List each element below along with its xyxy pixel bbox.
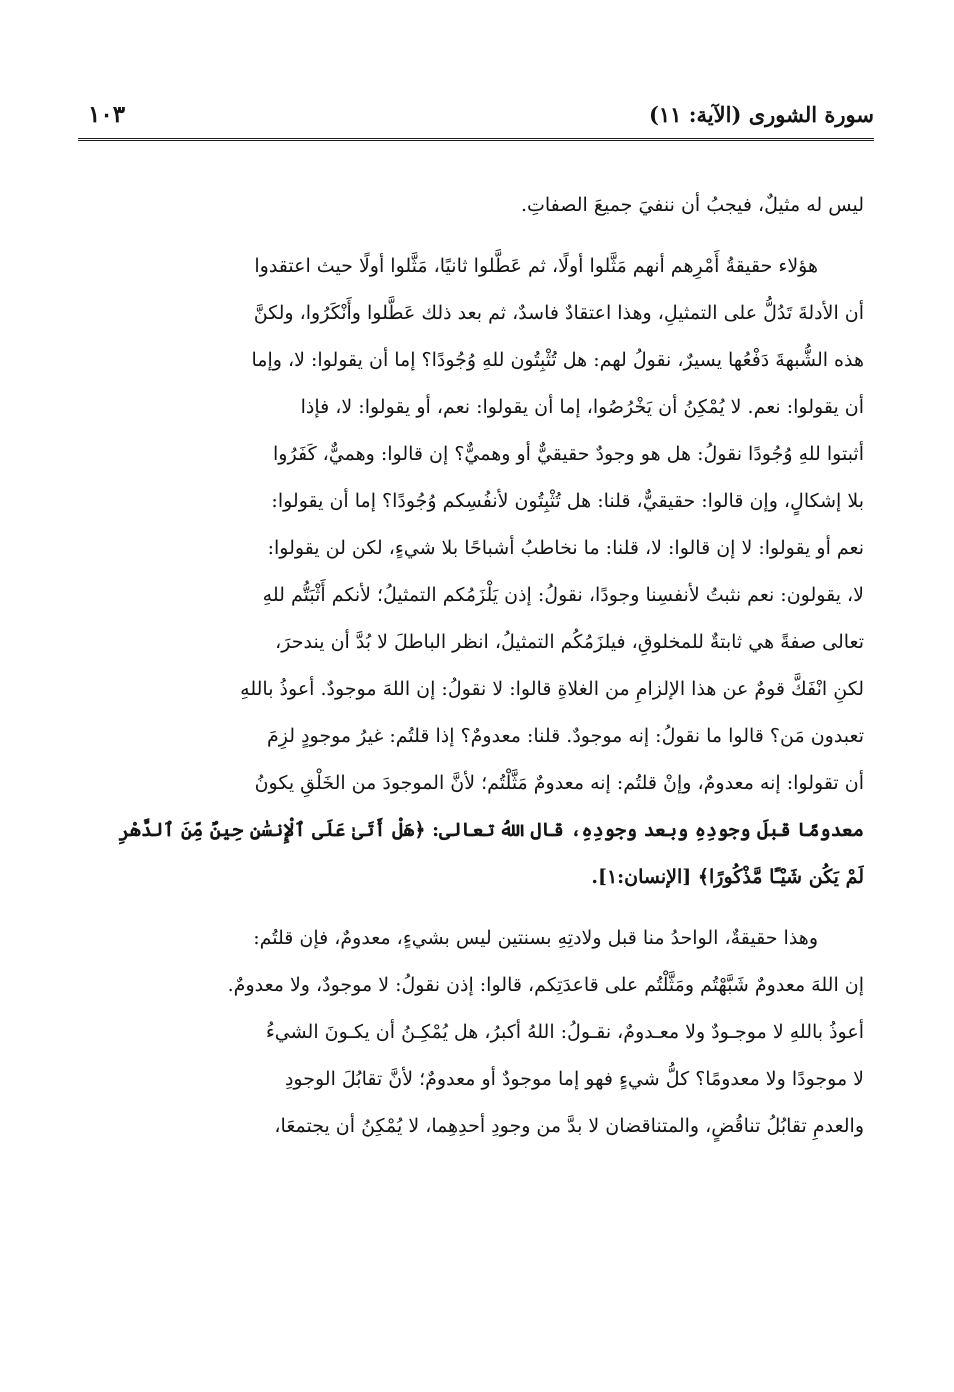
paragraph-gap	[83, 901, 864, 915]
page-number: ١٠٣	[88, 101, 126, 128]
text-line: لا، يقولون: نعم نثبتُ لأنفسِنا وجودًا، نقولُ: إذن يَلْزَمُكم التمثيلُ؛ لأنكم أَثْبَتُّم للهِ	[262, 584, 864, 606]
text-line: أثبتوا للهِ وُجُودًا نقولُ: هل هو وجودٌ حقيقيٌّ أو وهميٌّ؟ إن قالوا: وهميٌّ، كَفَرُوا	[273, 443, 864, 465]
text-line: أعوذُ باللهِ لا موجـودٌ ولا معـدومٌ، نقـولُ: اللهُ أكبرُ، هل يُمْكِـنُ أن يكـونَ الشيءُ	[265, 1021, 864, 1043]
paragraph-gap	[83, 229, 864, 243]
text-line: بلا إشكالٍ، وإن قالوا: حقيقيٌّ، قلنا: هل تُثْبِتُون لأنفُسِكم وُجُودًا؟ إما أن يقولوا:	[271, 490, 864, 512]
text-line: نعم أو يقولوا: لا إن قالوا: لا، قلنا: ما نخاطبُ أشباحًا بلا شيءٍ، لكن لن يقولوا:	[267, 537, 864, 559]
body-text	[83, 182, 864, 1150]
quran-verse-line: لَمْ يَكُن شَيْـًٔا مَّذْكُورًا﴾ [الإنسان:١].	[591, 866, 864, 888]
text-line: تعالى صفةً هي ثابتةٌ للمخلوقِ، فيلزَمُكُم التمثيلُ، انظر الباطلَ لا بُدَّ أن يندحرَ،	[275, 631, 864, 653]
text-line: أن الأدلةَ تَدُلُّ على التمثيلِ، وهذا اعتقادٌ فاسدٌ، ثم بعد ذلك عَطَّلوا وأَنْكَرُوا، ولكنَّ	[253, 302, 864, 324]
paragraph-2	[83, 243, 864, 901]
text-line: هذه الشُّبهةَ دَفْعُها يسيرٌ، نقولُ لهم: هل تُثْبِتُون للهِ وُجُودًا؟ إما أن يقولوا: لا، وإما	[251, 349, 864, 371]
header-rule	[78, 138, 874, 141]
text-line: والعدمِ تقابُلُ تناقُضٍ، والمتناقضان لا بدَّ من وجودِ أحدِهِما، لا يُمْكِنُ أن يجتمعَا،	[274, 1115, 864, 1137]
text-line: أن تقولوا: إنه معدومٌ، وإنْ قلتُم: إنه معدومٌ مَثَّلْتُم؛ لأنَّ الموجودَ من الخَلْقِ يكونُ	[254, 772, 864, 794]
text-line: تعبدون مَن؟ قالوا ما نقولُ: إنه موجودٌ. قلنا: معدومٌ؟ إذا قلتُم: غيرُ موجودٍ لزِمَ	[267, 725, 864, 747]
text-line: أن يقولوا: نعم. لا يُمْكِنُ أن يَخْرُصُوا، إما أن يقولوا: نعم، أو يقولوا: لا، فإذا	[300, 396, 864, 418]
text-line: لكنِ انْفَكَّ قومٌ عن هذا الإلزامِ من الغلاةِ قالوا: لا نقولُ: إن اللهَ موجودٌ. أعوذُ باللهِ	[240, 678, 864, 700]
quran-verse-line: معدومًا قبلَ وجودِهِ وبعد وجودِهِ، قال اللهُ تعالى: ﴿هَلْ أَتَىٰ عَلَى ٱلْإِنسَٰنِ حِينٌ مِّنَ ٱلدَّهْرِ	[118, 819, 864, 841]
page-header	[78, 100, 874, 136]
paragraph-3	[83, 915, 864, 1150]
paragraph-1	[83, 182, 864, 229]
text-line: إن اللهَ معدومٌ شَبَّهْتُم ومَثَّلْتُم على قاعدَتِكم، قالوا: إذن نقولُ: لا موجودٌ، ولا معدومٌ.	[227, 974, 864, 996]
running-title: سورة الشورى (الآية: ١١)	[648, 102, 874, 127]
text-line: لا موجودًا ولا معدومًا؟ كلُّ شيءٍ فهو إما موجودٌ أو معدومٌ؛ لأنَّ تقابُلَ الوجودِ	[284, 1068, 864, 1090]
text-line: هؤلاء حقيقةُ أَمْرِهم أنهم مَثَّلوا أولًا، ثم عَطَّلوا ثانيًا، مَثَّلوا أولًا حيث اعتقدوا	[254, 255, 818, 277]
text-line: ليس له مثيلٌ، فيجبُ أن ننفيَ جميعَ الصفاتِ.	[520, 194, 864, 216]
text-line: وهذا حقيقةٌ، الواحدُ منا قبل ولادتِهِ بسنتين ليس بشيءٍ، معدومٌ، فإن قلتُم:	[253, 927, 818, 949]
